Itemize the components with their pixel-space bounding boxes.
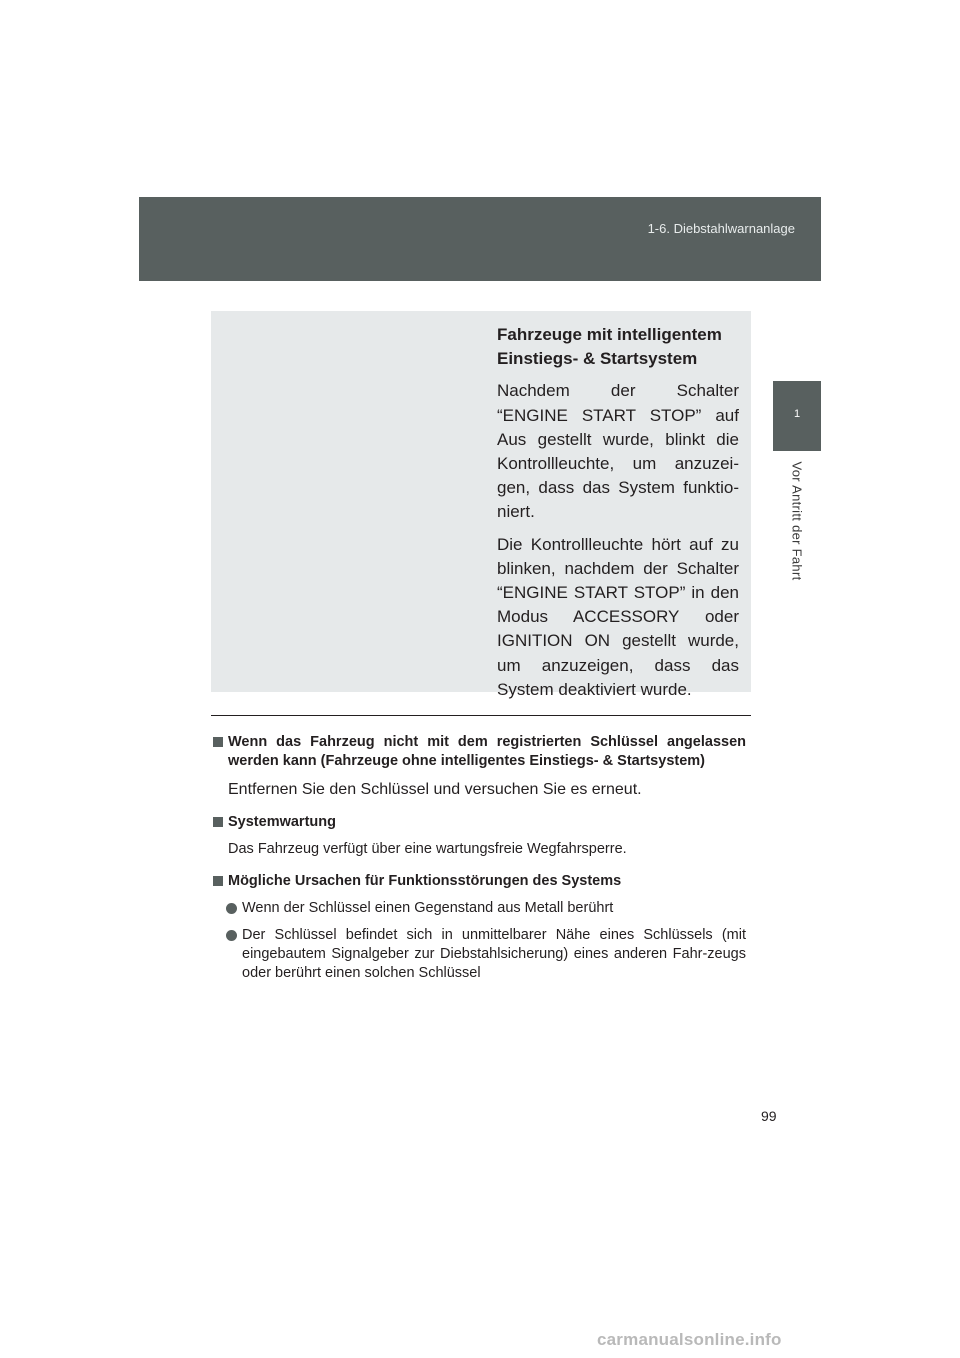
info-box-subheading: Fahrzeuge mit intelligentem Einstiegs- & Startsystem [497,325,722,369]
list-item-text: Der Schlüssel befindet sich in unmittelbarer Nähe eines Schlüssels (mit eingebautem Signalgeber zur Diebstahlsicherung) eines anderen Fahr-zeugs oder berührt einen solchen Schlüssel [242,927,746,981]
section-divider [211,715,751,716]
chapter-title: Vor Antritt der Fahrt [789,461,805,581]
note-heading-text: Mögliche Ursachen für Funktionsstörungen des Systems [228,873,622,889]
info-box [211,311,751,699]
note-body: Entfernen Sie den Schlüssel und versuchen Sie es erneut. [228,781,642,798]
note-heading [213,872,746,891]
chapter-number: 1 [793,408,801,420]
list-item [213,926,746,983]
notes-section [213,733,746,983]
page-number: 99 [761,1108,777,1124]
note-heading-text: Wenn das Fahrzeug nicht mit dem registrierten Schlüssel angelassen werden kann (Fahrzeuge ohne intelligentes Einstiegs- & Startsystem) [228,734,746,769]
section-header-bar [139,197,821,281]
info-box-text [497,323,739,710]
list-item [213,899,746,918]
square-bullet-icon [213,876,223,886]
note-heading [213,733,746,771]
info-box-paragraph-1: Nachdem der Schalter “ENGINE START STOP” auf Aus gestellt wurde, blinkt die Kontrollleuchte, um anzuzei-gen, dass das System funktio-niert. [497,381,739,522]
chapter-tab [773,381,821,451]
square-bullet-icon [213,737,223,747]
square-bullet-icon [213,817,223,827]
info-box-paragraph-2: Die Kontrollleuchte hört auf zu blinken, nachdem der Schalter “ENGINE START STOP” in den Modus ACCESSORY oder IGNITION ON gestellt wurde, um anzuzeigen, dass das System deaktiviert wurde. [497,534,739,699]
note-heading-text: Systemwartung [228,814,336,830]
list-item-text: Wenn der Schlüssel einen Gegenstand aus Metall berührt [242,900,614,916]
section-title: 1-6. Diebstahlwarnanlage [647,221,795,236]
note-heading [213,813,746,832]
note-body: Das Fahrzeug verfügt über eine wartungsfreie Wegfahrsperre. [228,841,627,857]
watermark: carmanualsonline.info [597,1330,782,1349]
circle-bullet-icon [226,903,237,914]
circle-bullet-icon [226,930,237,941]
